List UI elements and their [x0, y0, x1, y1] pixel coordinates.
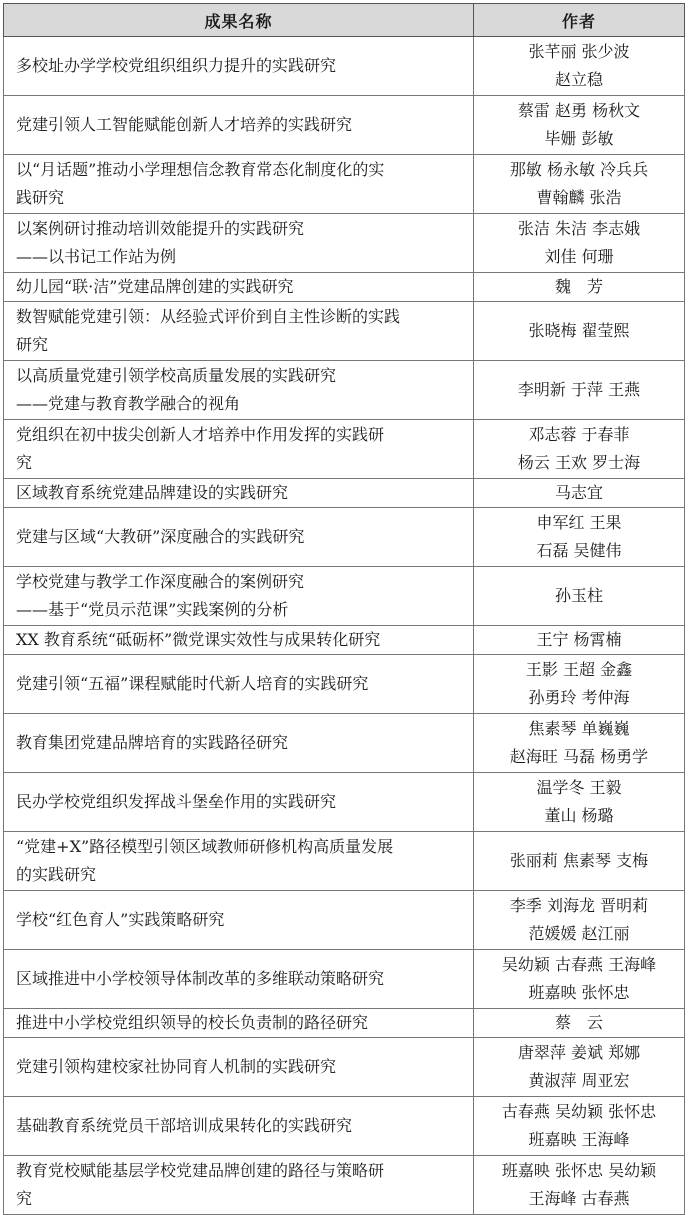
- result-title-cell: [4, 832, 474, 891]
- table-row: [4, 420, 685, 479]
- authors-line: 赵海旺 马磊 杨勇学: [509, 747, 649, 766]
- authors-cell: [474, 950, 685, 1009]
- result-title-cell: [4, 37, 474, 96]
- result-title-line: 学校“红色育人”实践策略研究: [16, 910, 225, 929]
- table-row: [4, 891, 685, 950]
- authors-line: 刘佳 何珊: [544, 247, 614, 266]
- result-title-cell: [4, 420, 474, 479]
- author-column-header: 作者: [474, 4, 685, 37]
- table-row: [4, 1009, 685, 1038]
- result-title-line: 民办学校党组织发挥战斗堡垒作用的实践研究: [16, 792, 337, 811]
- table-row: [4, 1038, 685, 1097]
- result-title-cell: [4, 891, 474, 950]
- result-title-cell: [4, 714, 474, 773]
- authors-line: 古春燕 吴幼颖 张怀忠: [501, 1102, 657, 1121]
- result-title-line: 研究: [16, 335, 49, 354]
- result-title-line: 基础教育系统党员干部培训成果转化的实践研究: [16, 1116, 353, 1135]
- result-title-line: ——党建与教育教学融合的视角: [16, 394, 241, 413]
- authors-line: 王影 王超 金鑫: [525, 660, 633, 679]
- authors-line: 董山 杨璐: [544, 806, 614, 825]
- authors-line: 范媛媛 赵江丽: [528, 924, 630, 943]
- table-body: [4, 37, 685, 1215]
- authors-cell: [474, 655, 685, 714]
- authors-line: 马志宜: [554, 483, 603, 502]
- authors-cell: [474, 361, 685, 420]
- authors-cell: [474, 714, 685, 773]
- authors-cell: [474, 891, 685, 950]
- table-header: [4, 4, 685, 37]
- result-title-line: 党组织在初中拔尖创新人才培养中作用发挥的实践研: [16, 425, 385, 444]
- authors-cell: [474, 420, 685, 479]
- authors-line: 那敏 杨永敏 冷兵兵: [509, 160, 649, 179]
- table-row: [4, 567, 685, 626]
- authors-cell: [474, 508, 685, 567]
- authors-cell: [474, 96, 685, 155]
- table-row: [4, 37, 685, 96]
- result-title-cell: [4, 655, 474, 714]
- result-title-cell: [4, 1156, 474, 1215]
- authors-line: 张丽莉 焦素琴 支梅: [509, 851, 649, 870]
- result-title-cell: [4, 950, 474, 1009]
- result-title-line: 区域教育系统党建品牌建设的实践研究: [16, 483, 289, 502]
- authors-cell: [474, 832, 685, 891]
- table-row: [4, 950, 685, 1009]
- header-row: [4, 4, 685, 37]
- authors-line: 孙玉柱: [554, 586, 603, 605]
- authors-line: 黄淑萍 周亚宏: [528, 1071, 630, 1090]
- result-title-line: 幼儿园“联·洁”党建品牌创建的实践研究: [16, 277, 294, 296]
- result-title-cell: [4, 302, 474, 361]
- result-title-cell: [4, 1038, 474, 1097]
- authors-line: 班嘉映 王海峰: [528, 1130, 630, 1149]
- table-row: [4, 714, 685, 773]
- result-title-line: 以案例研讨推动培训效能提升的实践研究: [16, 219, 305, 238]
- result-title-line: 多校址办学学校党组织组织力提升的实践研究: [16, 56, 337, 75]
- authors-line: 赵立稳: [554, 70, 603, 89]
- result-title-line: 党建与区域“大教研”深度融合的实践研究: [16, 527, 305, 546]
- authors-cell: [474, 1156, 685, 1215]
- authors-cell: [474, 1009, 685, 1038]
- authors-cell: [474, 773, 685, 832]
- result-title-line: 教育集团党建品牌培育的实践路径研究: [16, 733, 289, 752]
- result-title-line: 党建引领构建校家社协同育人机制的实践研究: [16, 1057, 337, 1076]
- result-title-cell: [4, 626, 474, 655]
- table-row: [4, 832, 685, 891]
- result-title-cell: [4, 1009, 474, 1038]
- result-title-line: 区域推进中小学校领导体制改革的多维联动策略研究: [16, 969, 385, 988]
- authors-cell: [474, 626, 685, 655]
- result-title-cell: [4, 508, 474, 567]
- authors-line: 石磊 吴健伟: [536, 541, 622, 560]
- authors-cell: [474, 1038, 685, 1097]
- result-title-line: 践研究: [16, 188, 65, 207]
- authors-line: 班嘉映 张怀忠 吴幼颖: [501, 1161, 657, 1180]
- result-title-line: 教育党校赋能基层学校党建品牌创建的路径与策略研: [16, 1161, 385, 1180]
- result-title-cell: [4, 155, 474, 214]
- table-row: [4, 302, 685, 361]
- result-title-line: 的实践研究: [16, 865, 97, 884]
- table-row: [4, 626, 685, 655]
- result-title-line: 党建引领“五福”课程赋能时代新人培育的实践研究: [16, 674, 369, 693]
- authors-line: 张芊丽 张少波: [528, 42, 630, 61]
- authors-line: 孙勇玲 考仲海: [528, 688, 630, 707]
- table-row: [4, 273, 685, 302]
- authors-line: 杨云 王欢 罗士海: [517, 453, 641, 472]
- authors-cell: [474, 1097, 685, 1156]
- result-title-line: 以“月话题”推动小学理想信念教育常态化制度化的实: [16, 160, 385, 179]
- table-row: [4, 96, 685, 155]
- result-title-line: 数智赋能党建引领：从经验式评价到自主性诊断的实践: [16, 307, 401, 326]
- table-row: [4, 479, 685, 508]
- authors-line: 申军红 王果: [536, 513, 622, 532]
- authors-cell: [474, 273, 685, 302]
- table-row: [4, 214, 685, 273]
- result-title-cell: [4, 479, 474, 508]
- result-title-cell: [4, 361, 474, 420]
- authors-line: 王宁 杨霄楠: [536, 630, 622, 649]
- authors-line: 焦素琴 单巍巍: [528, 719, 630, 738]
- result-title-line: “党建+X”路径模型引领区域教师研修机构高质量发展: [16, 837, 394, 856]
- authors-line: 毕姗 彭敏: [544, 129, 614, 148]
- table-row: [4, 155, 685, 214]
- result-title-cell: [4, 567, 474, 626]
- authors-line: 李明新 于萍 王燕: [517, 380, 641, 399]
- authors-line: 张晓梅 翟莹熙: [528, 321, 630, 340]
- result-title-cell: [4, 1097, 474, 1156]
- result-title-cell: [4, 773, 474, 832]
- authors-line: 曹翰麟 张浩: [536, 188, 622, 207]
- authors-line: 吴幼颖 古春燕 王海峰: [501, 955, 657, 974]
- authors-cell: [474, 214, 685, 273]
- result-title-line: 推进中小学校党组织领导的校长负责制的路径研究: [16, 1013, 369, 1032]
- table-row: [4, 508, 685, 567]
- result-title-line: 究: [16, 453, 33, 472]
- result-title-line: ——基于“党员示范课”实践案例的分析: [16, 600, 289, 619]
- result-title-line: XX 教育系统“砥砺杯”微党课实效性与成果转化研究: [16, 630, 381, 649]
- result-title-line: 以高质量党建引领学校高质量发展的实践研究: [16, 366, 337, 385]
- authors-line: 李季 刘海龙 晋明莉: [509, 896, 649, 915]
- authors-line: 温学冬 王毅: [536, 778, 622, 797]
- result-title-line: ——以书记工作站为例: [16, 247, 177, 266]
- authors-line: 蔡 云: [554, 1013, 603, 1032]
- authors-line: 班嘉映 张怀忠: [528, 983, 630, 1002]
- table-row: [4, 1097, 685, 1156]
- result-title-line: 究: [16, 1189, 33, 1208]
- authors-line: 王海峰 古春燕: [528, 1189, 630, 1208]
- authors-cell: [474, 37, 685, 96]
- table-row: [4, 1156, 685, 1215]
- authors-line: 邓志蓉 于春菲: [528, 425, 630, 444]
- authors-cell: [474, 479, 685, 508]
- authors-line: 蔡雷 赵勇 杨秋文: [517, 101, 641, 120]
- result-title-line: 党建引领人工智能赋能创新人才培养的实践研究: [16, 115, 353, 134]
- table-row: [4, 655, 685, 714]
- result-title-cell: [4, 96, 474, 155]
- table-row: [4, 773, 685, 832]
- authors-line: 魏 芳: [554, 277, 603, 296]
- authors-line: 张洁 朱洁 李志娥: [517, 219, 641, 238]
- result-title-cell: [4, 273, 474, 302]
- authors-line: 唐翠萍 姜斌 郑娜: [517, 1043, 641, 1062]
- authors-cell: [474, 155, 685, 214]
- result-title-cell: [4, 214, 474, 273]
- result-title-line: 学校党建与教学工作深度融合的案例研究: [16, 572, 305, 591]
- table-row: [4, 361, 685, 420]
- authors-cell: [474, 567, 685, 626]
- title-column-header: 成果名称: [4, 4, 474, 37]
- authors-cell: [474, 302, 685, 361]
- results-table: [3, 3, 685, 1215]
